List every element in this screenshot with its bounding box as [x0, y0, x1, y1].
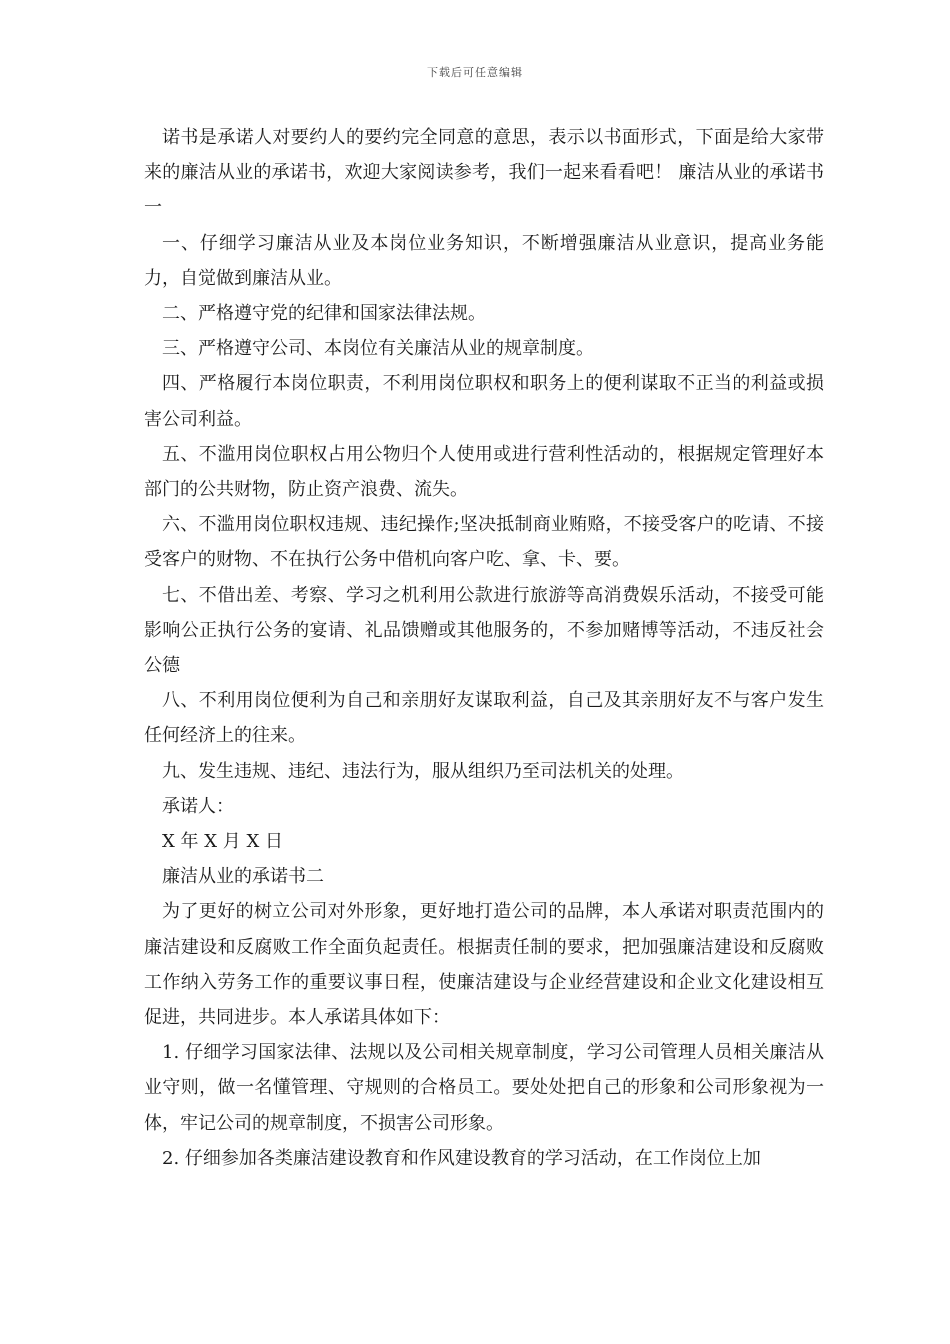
page-header: 下载后可任意编辑 [427, 66, 523, 79]
clause-9: 九、发生违规、违纪、违法行为，服从组织乃至司法机关的处理。 [162, 760, 684, 782]
clause-5: 五、不滥用岗位职权占用公物归个人使用或进行营利性活动的，根据规定管理好本部门的公共财物，防止资产浪费、流失。 [144, 443, 824, 501]
section-title-2: 廉洁从业的承诺书二 [162, 866, 324, 888]
section-2-item-2: 2. 仔细参加各类廉洁建设教育和作风建设教育的学习活动，在工作岗位上加 [162, 1147, 761, 1169]
clause-6: 六、不滥用岗位职权违规、违纪操作;坚决抵制商业贿赂，不接受客户的吃请、不接受客户的财物、不在执行公务中借机向客户吃、拿、卡、要。 [144, 514, 824, 571]
date-line: X 年 X 月 X 日 [162, 831, 284, 853]
section-2-intro: 为了更好的树立公司对外形象，更好地打造公司的品牌，本人承诺对职责范围内的廉洁建设和反腐败工作全面负起责任。根据责任制的要求，把加强廉洁建设和反腐败工作纳入劳务工作的重要议事日程，使廉洁建设与企业经营建设和企业文化建设相互促进，共同进步。本人承诺具体如下： [144, 901, 824, 1029]
clause-8: 八、不利用岗位便利为自己和亲朋好友谋取利益，自己及其亲朋好友不与客户发生任何经济上的往来。 [144, 690, 824, 747]
clause-2: 二、严格遵守党的纪律和国家法律法规。 [162, 303, 486, 325]
clause-7: 七、不借出差、考察、学习之机利用公款进行旅游等高消费娱乐活动，不接受可能影响公正执行公务的宴请、礼品馈赠或其他服务的，不参加赌博等活动，不违反社会公德 [144, 584, 824, 677]
clause-1: 一、仔细学习廉洁从业及本岗位业务知识，不断增强廉洁从业意识，提高业务能力，自觉做到廉洁从业。 [144, 232, 824, 289]
document-body [144, 120, 824, 1176]
signatory-label: 承诺人： [162, 795, 234, 817]
clause-4: 四、严格履行本岗位职责，不利用岗位职权和职务上的便利谋取不正当的利益或损害公司利益。 [144, 373, 824, 430]
section-2-item-1: 1. 仔细学习国家法律、法规以及公司相关规章制度，学习公司管理人员相关廉洁从业守则，做一名懂管理、守规则的合格员工。要处处把自己的形象和公司形象视为一体，牢记公司的规章制度，不损害公司形象。 [144, 1042, 824, 1134]
intro-paragraph: 诺书是承诺人对要约人的要约完全同意的意思，表示以书面形式，下面是给大家带来的廉洁从业的承诺书，欢迎大家阅读参考，我们一起来看看吧！ 廉洁从业的承诺书一 [144, 127, 824, 219]
clause-3: 三、严格遵守公司、本岗位有关廉洁从业的规章制度。 [162, 338, 594, 360]
